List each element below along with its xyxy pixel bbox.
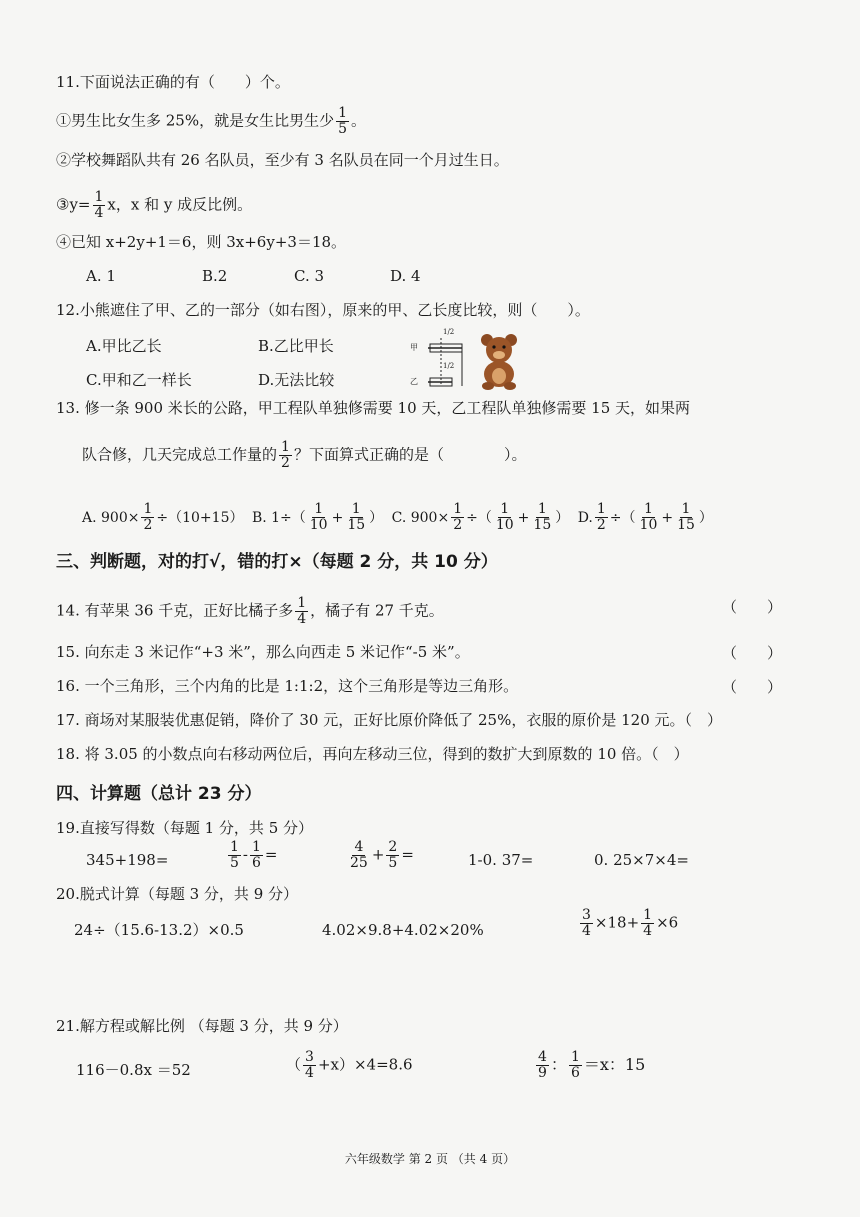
q19-expr-2 bbox=[226, 840, 278, 871]
q19-expr-1: 345+198= bbox=[86, 851, 169, 869]
text: ＝x：15 bbox=[583, 1055, 646, 1074]
denominator: 2 bbox=[143, 517, 153, 533]
fraction bbox=[675, 502, 697, 533]
label-half-top: 1/2 bbox=[443, 328, 455, 336]
numerator: 1 bbox=[281, 439, 290, 455]
denominator: 9 bbox=[538, 1065, 547, 1081]
q11-stem: 11.下面说法正确的有（ ）个。 bbox=[56, 73, 290, 91]
fraction bbox=[451, 502, 464, 533]
bear-icon bbox=[481, 334, 517, 390]
numerator: 1 bbox=[453, 501, 463, 517]
denominator: 10 bbox=[639, 517, 658, 533]
text: ） bbox=[698, 509, 713, 526]
denominator: 4 bbox=[582, 923, 591, 939]
text: C. 900× bbox=[391, 509, 450, 526]
numerator: 1 bbox=[596, 501, 606, 517]
q11-statement-1 bbox=[56, 106, 366, 137]
text: ×18+ bbox=[594, 913, 640, 932]
fraction bbox=[494, 502, 516, 533]
text: B. 1÷（ bbox=[251, 509, 306, 526]
numerator: 1 bbox=[537, 501, 547, 517]
q19-stem: 19.直接写得数（每题 1 分，共 5 分） bbox=[56, 819, 314, 837]
denominator: 5 bbox=[230, 855, 239, 871]
text: ①男生比女生多 25%，就是女生比男生少 bbox=[56, 111, 335, 130]
numerator: 1 bbox=[643, 501, 653, 517]
q14 bbox=[56, 596, 444, 627]
q13-stem-line-2 bbox=[82, 440, 526, 471]
fraction bbox=[308, 502, 330, 533]
text: ③y= bbox=[56, 195, 91, 214]
text: 14. 有苹果 36 千克，正好比橘子多 bbox=[56, 601, 294, 620]
denominator: 15 bbox=[533, 517, 552, 533]
option-b bbox=[251, 501, 384, 533]
text: ÷（ bbox=[466, 509, 492, 526]
fraction bbox=[295, 596, 308, 627]
text: +x）×4=8.6 bbox=[317, 1055, 413, 1074]
text: ： bbox=[550, 1055, 567, 1074]
numerator: 1 bbox=[314, 501, 324, 517]
fraction bbox=[569, 1050, 582, 1081]
numerator: 1 bbox=[351, 501, 361, 517]
q16: 16. 一个三角形，三个内角的比是 1:1:2，这个三角形是等边三角形。 bbox=[56, 677, 519, 695]
q21-stem: 21.解方程或解比例 （每题 3 分，共 9 分） bbox=[56, 1017, 348, 1035]
q11-statement-4: ④已知 x+2y+1＝6，则 3x+6y+3＝18。 bbox=[56, 233, 347, 251]
denominator: 6 bbox=[570, 1065, 580, 1081]
fraction bbox=[348, 840, 370, 871]
q11-option-c: C. 3 bbox=[294, 267, 325, 285]
q15: 15. 向东走 3 米记作“+3 米”，那么向西走 5 米记作“-5 米”。 bbox=[56, 643, 470, 661]
fraction bbox=[531, 502, 553, 533]
numerator: 1 bbox=[297, 595, 307, 611]
numerator: 4 bbox=[354, 839, 364, 855]
q20-expr-1: 24÷（15.6-13.2）×0.5 bbox=[74, 921, 244, 939]
denominator: 15 bbox=[677, 517, 695, 533]
text: x，x 和 y 成反比例。 bbox=[107, 195, 253, 214]
fraction bbox=[638, 502, 660, 533]
q21-expr-1: 116－0.8x ＝52 bbox=[76, 1061, 191, 1079]
text: ÷（ bbox=[609, 509, 636, 526]
numerator: 1 bbox=[252, 839, 261, 855]
section-4-heading: 四、计算题（总计 23 分） bbox=[56, 784, 262, 804]
text: （ bbox=[286, 1055, 302, 1074]
q11-option-d: D. 4 bbox=[390, 267, 421, 285]
bear-figure-svg bbox=[410, 326, 528, 390]
text: + bbox=[661, 509, 674, 526]
numerator: 1 bbox=[230, 839, 239, 855]
denominator: 6 bbox=[252, 855, 261, 871]
label-half-bottom: 1/2 bbox=[443, 362, 455, 370]
q12-option-c: C.甲和乙一样长 bbox=[86, 371, 192, 389]
text: ÷（10+15） bbox=[156, 509, 244, 526]
fraction bbox=[250, 840, 263, 871]
fraction bbox=[386, 840, 399, 871]
fraction bbox=[141, 502, 154, 533]
q19-expr-5: 0. 25×7×4= bbox=[594, 851, 689, 869]
denominator: 15 bbox=[347, 517, 366, 533]
option-d bbox=[577, 501, 713, 533]
text: ？下面算式正确的是（ ）。 bbox=[293, 445, 527, 464]
text: ） bbox=[555, 509, 570, 526]
fraction bbox=[536, 1050, 549, 1081]
denominator: 10 bbox=[309, 517, 328, 533]
q11-statement-3 bbox=[56, 190, 252, 221]
numerator: 3 bbox=[305, 1049, 314, 1065]
fraction bbox=[345, 502, 367, 533]
fraction bbox=[279, 440, 292, 471]
q11-option-b: B.2 bbox=[202, 267, 228, 285]
text: 。 bbox=[351, 111, 367, 130]
text: 队合修，几天完成总工作量的 bbox=[82, 445, 278, 464]
text: A. 900× bbox=[82, 509, 140, 526]
q21-expr-3 bbox=[534, 1050, 645, 1081]
numerator: 4 bbox=[538, 1049, 547, 1065]
q20-expr-2: 4.02×9.8+4.02×20% bbox=[322, 921, 484, 939]
numerator: 3 bbox=[582, 907, 591, 923]
text: + bbox=[371, 845, 385, 864]
option-c bbox=[391, 501, 570, 533]
denominator: 4 bbox=[305, 1065, 314, 1081]
text: ，橘子有 27 千克。 bbox=[310, 601, 444, 620]
label-yi: 乙 bbox=[410, 377, 418, 386]
numerator: 1 bbox=[681, 501, 691, 517]
q11-option-a: A. 1 bbox=[86, 267, 116, 285]
text: = bbox=[401, 845, 414, 864]
numerator: 1 bbox=[570, 1049, 580, 1065]
q19-expr-3 bbox=[346, 840, 414, 871]
fraction bbox=[595, 502, 608, 533]
text: ） bbox=[369, 509, 384, 526]
text: + bbox=[331, 509, 344, 526]
fraction bbox=[580, 908, 593, 939]
text: + bbox=[517, 509, 530, 526]
denominator: 2 bbox=[596, 517, 606, 533]
fraction bbox=[93, 190, 106, 221]
denominator: 2 bbox=[281, 455, 290, 471]
fraction bbox=[228, 840, 241, 871]
denominator: 5 bbox=[338, 121, 348, 137]
numerator: 2 bbox=[388, 839, 398, 855]
denominator: 4 bbox=[94, 205, 104, 221]
denominator: 4 bbox=[643, 923, 653, 939]
denominator: 5 bbox=[388, 855, 398, 871]
q12-option-d: D.无法比较 bbox=[258, 371, 335, 389]
fraction bbox=[303, 1050, 316, 1081]
q12-option-a: A.甲比乙长 bbox=[86, 337, 162, 355]
fraction bbox=[641, 908, 654, 939]
page-footer: 六年级数学 第 2 页 （共 4 页） bbox=[344, 1152, 516, 1166]
fraction bbox=[336, 106, 349, 137]
q11-statement-2: ②学校舞蹈队共有 26 名队员，至少有 3 名队员在同一个月过生日。 bbox=[56, 151, 509, 169]
numerator: 1 bbox=[500, 501, 510, 517]
denominator: 10 bbox=[495, 517, 514, 533]
q20-stem: 20.脱式计算（每题 3 分，共 9 分） bbox=[56, 885, 299, 903]
q20-expr-3 bbox=[578, 908, 678, 939]
q17: 17. 商场对某服装优惠促销，降价了 30 元，正好比原价降低了 25%，衣服的原价是 120 元。（ ） bbox=[56, 711, 723, 729]
q18: 18. 将 3.05 的小数点向右移动两位后，再向左移动三位，得到的数扩大到原数的 10 倍。（ ） bbox=[56, 745, 689, 763]
q21-expr-2 bbox=[286, 1050, 413, 1081]
denominator: 25 bbox=[350, 855, 368, 871]
option-a bbox=[82, 501, 244, 533]
text: ×6 bbox=[656, 913, 679, 932]
numerator: 1 bbox=[643, 907, 653, 923]
denominator: 4 bbox=[297, 611, 307, 627]
numerator: 1 bbox=[338, 105, 348, 121]
denominator: 2 bbox=[453, 517, 463, 533]
q19-expr-4: 1-0. 37= bbox=[468, 851, 534, 869]
bear-figure bbox=[410, 326, 528, 390]
q12-option-b: B.乙比甲长 bbox=[258, 337, 334, 355]
q14-answer-blank[interactable]: （ ） bbox=[722, 598, 783, 616]
text: - bbox=[242, 845, 248, 864]
numerator: 1 bbox=[94, 189, 104, 205]
label-jia: 甲 bbox=[410, 343, 418, 352]
text: D. bbox=[577, 509, 593, 526]
text: = bbox=[264, 845, 278, 864]
q16-answer-blank[interactable]: （ ） bbox=[722, 678, 783, 696]
q12-stem: 12.小熊遮住了甲、乙的一部分（如右图），原来的甲、乙长度比较，则（ ）。 bbox=[56, 301, 590, 319]
q15-answer-blank[interactable]: （ ） bbox=[722, 644, 783, 662]
section-3-heading: 三、判断题，对的打√，错的打×（每题 2 分，共 10 分） bbox=[56, 552, 498, 572]
q13-stem-line-1: 13. 修一条 900 米长的公路，甲工程队单独修需要 10 天，乙工程队单独修需要 15 天，如果两 bbox=[56, 399, 691, 417]
q13-options bbox=[82, 502, 713, 533]
numerator: 1 bbox=[143, 501, 153, 517]
